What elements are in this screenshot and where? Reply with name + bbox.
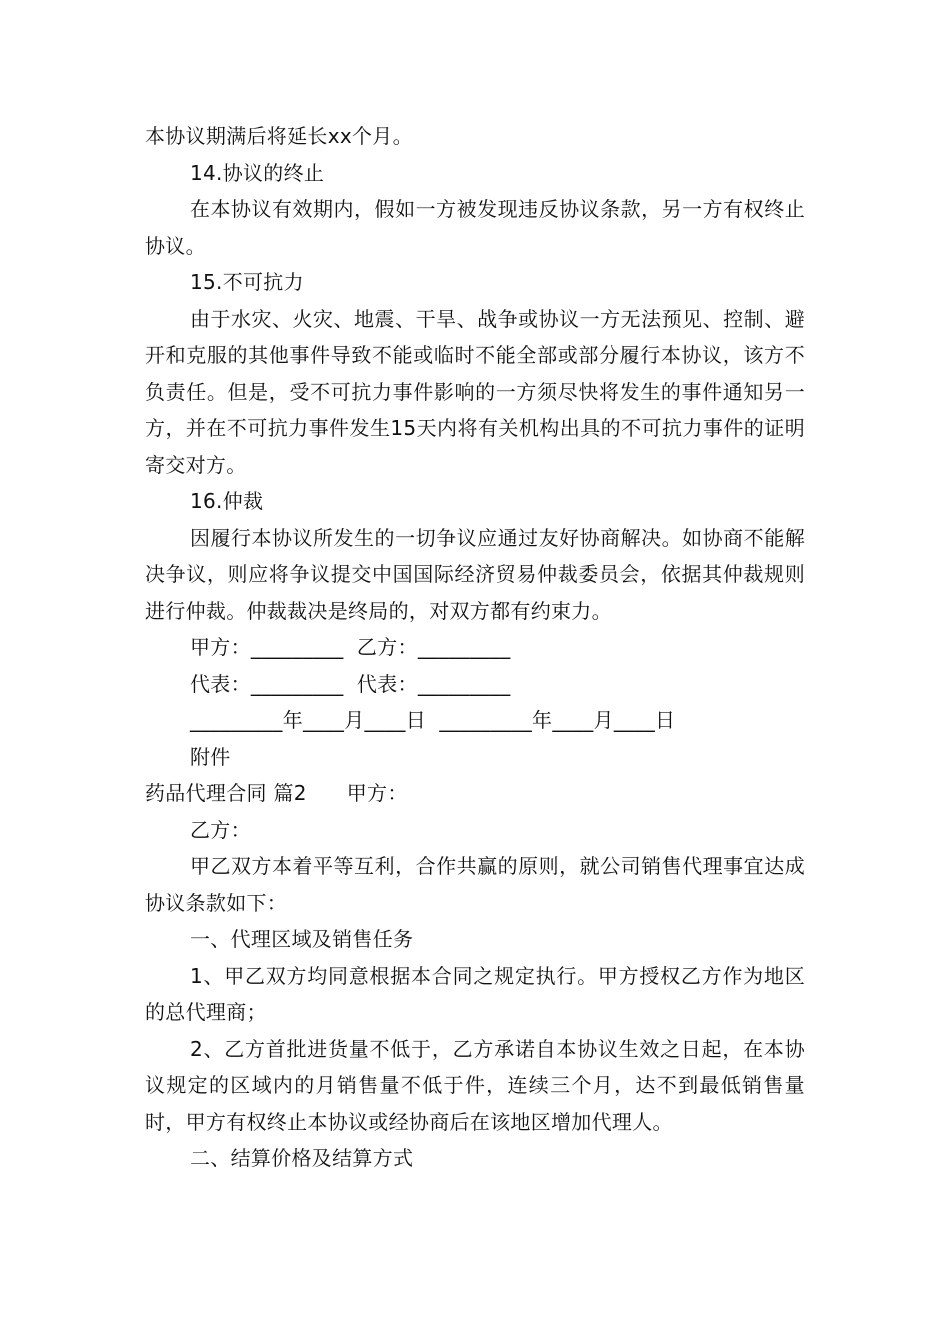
heading-arbitration: 16.仲裁 xyxy=(190,489,264,513)
paragraph-termination: 在本协议有效期内，假如一方被发现违反协议条款，另一方有权终止协议。 xyxy=(145,197,805,258)
clause-2-sales-volume: 2、乙方首批进货量不低于，乙方承诺自本协议生效之日起，在本协议规定的区域内的月销售量不低于件，连续三个月，达不到最低销售量时，甲方有权终止本协议或经协商后在该地区增加代理人。 xyxy=(145,1036,805,1134)
paragraph-force-majeure: 由于水灾、火灾、地震、干旱、战争或协议一方无法预见、控制、避开和克服的其他事件导致不能或临时不能全部或部分履行本协议，该方不负责任。但是，受不可抗力事件影响的一方须尽快将发生的事件通知另一方，并在不可抗力事件发生15天内将有关机构出具的不可抗力事件的证明寄交对方。 xyxy=(145,306,805,477)
paragraph-arbitration: 因履行本协议所发生的一切争议应通过友好协商解决。如协商不能解决争议，则应将争议提交中国国际经济贸易仲裁委员会，依据其仲裁规则进行仲裁。仲裁裁决是终局的，对双方都有约束力。 xyxy=(145,525,805,623)
signature-representatives-line: 代表：_________ 代表：_________ xyxy=(190,671,511,696)
paragraph-extension-term: 本协议期满后将延长xx个月。 xyxy=(145,124,413,148)
heading-termination: 14.协议的终止 xyxy=(190,160,325,185)
contract-2-title: 药品代理合同 篇2 甲方： xyxy=(145,781,408,805)
party-b-label: 乙方： xyxy=(190,817,251,842)
signature-dates-line: _________年____月____日 _________年____月____日 xyxy=(190,708,676,732)
heading-settlement: 二、结算价格及结算方式 xyxy=(190,1146,414,1170)
attachment-label: 附件 xyxy=(190,744,231,769)
heading-agency-region: 一、代理区域及销售任务 xyxy=(190,927,414,951)
signature-parties-line: 甲方：_________ 乙方：_________ xyxy=(190,635,511,659)
heading-force-majeure: 15.不可抗力 xyxy=(190,270,304,294)
document-body xyxy=(145,118,805,1177)
paragraph-preamble: 甲乙双方本着平等互利，合作共赢的原则，就公司销售代理事宜达成协议条款如下： xyxy=(145,854,805,915)
clause-1-general-agent: 1、甲乙双方均同意根据本合同之规定执行。甲方授权乙方作为地区的总代理商； xyxy=(145,963,805,1024)
